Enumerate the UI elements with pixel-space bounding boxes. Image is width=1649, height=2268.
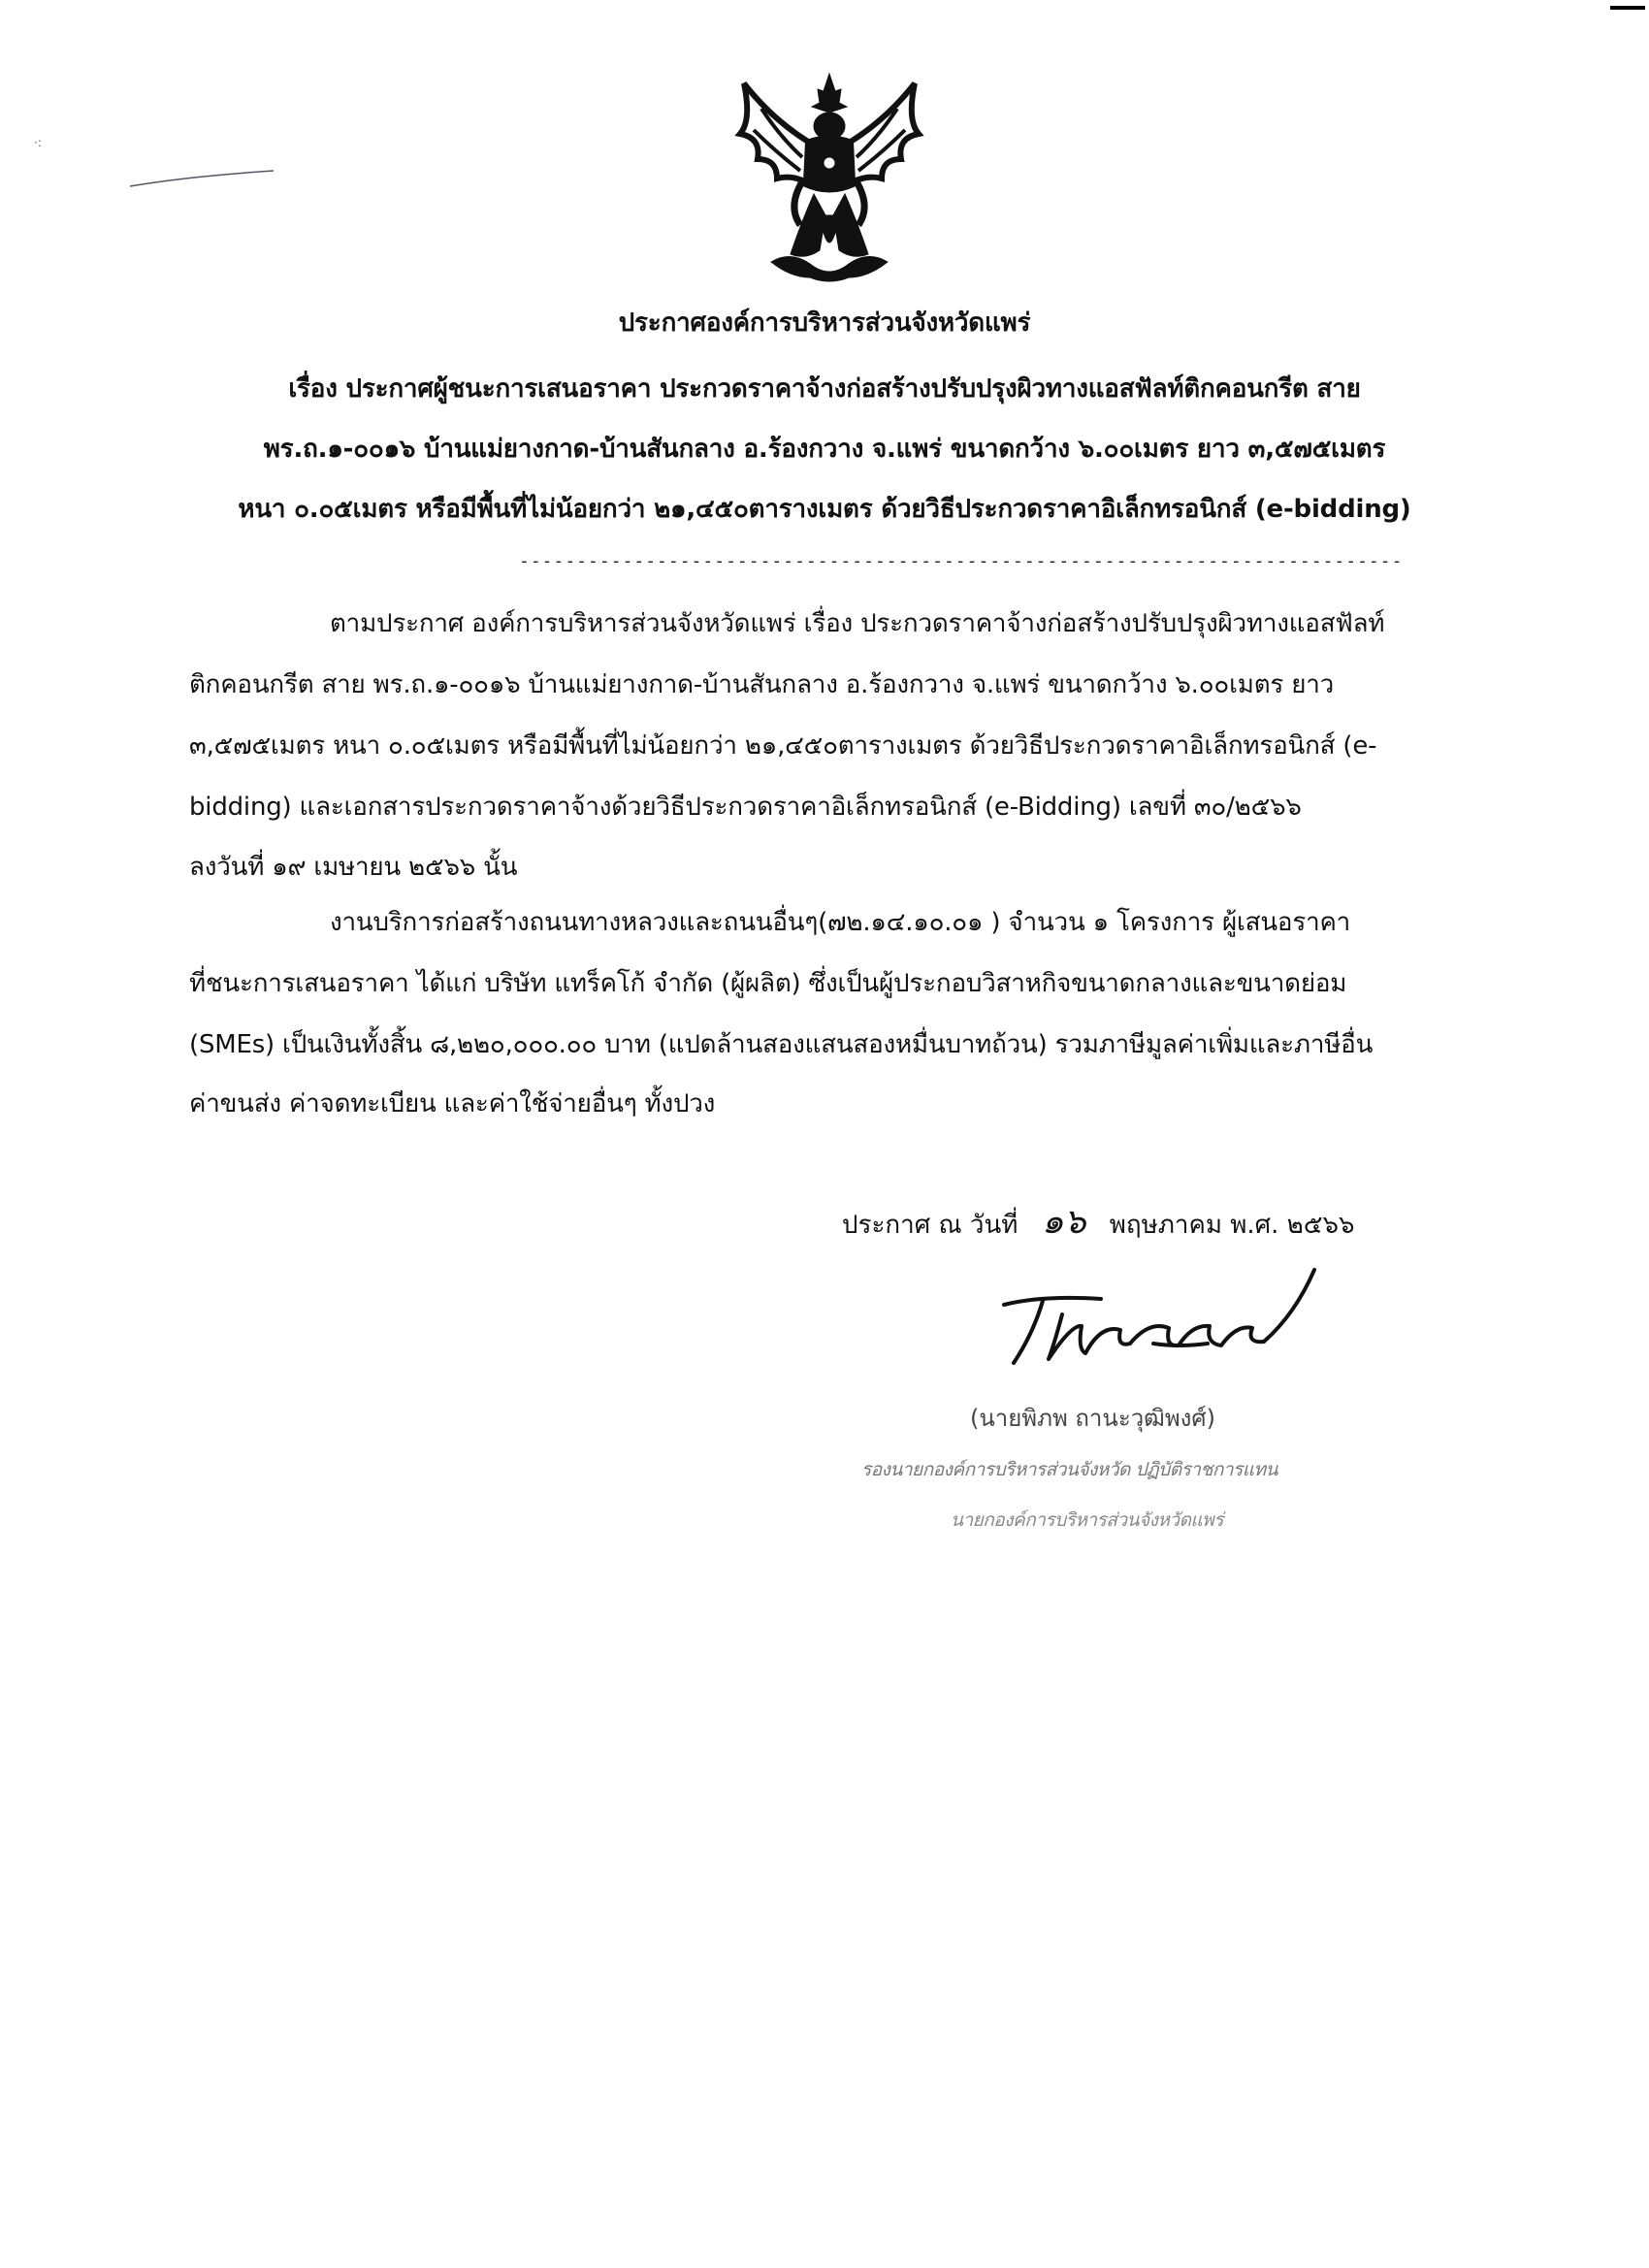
date-prefix: ประกาศ ณ วันที่ xyxy=(842,1211,1018,1240)
separator-line: ----------------------------------------------------------------------------- xyxy=(519,551,1404,571)
scan-pen-stroke xyxy=(128,165,283,194)
paragraph-1-line: ๓,๕๗๕เมตร หนา ๐.๐๕เมตร หรือมีพื้นที่ไม่น้อยกว่า ๒๑,๔๕๐ตารางเมตร ด้วยวิธีประกวดราคาอิเล็กทรอนิกส์ (e- xyxy=(189,731,1377,761)
paragraph-1-line: ลงวันที่ ๑๙ เมษายน ๒๕๖๖ นั้น xyxy=(189,853,518,882)
subject-line-1: เรื่อง ประกาศผู้ชนะการเสนอราคา ประกวดราคาจ้างก่อสร้างปรับปรุงผิวทางแอสฟัลท์ติกคอนกรีต สาย xyxy=(288,374,1361,404)
signer-position-line-1: รองนายกองค์การบริหารส่วนจังหวัด ปฏิบัติราชการแทน xyxy=(861,1459,1277,1480)
signer-position-line-2: นายกองค์การบริหารส่วนจังหวัดแพร่ xyxy=(951,1509,1223,1531)
subject-line-2: พร.ถ.๑-๐๐๑๖ บ้านแม่ยางกาด-บ้านสันกลาง อ.ร้องกวาง จ.แพร่ ขนาดกว้าง ๖.๐๐เมตร ยาว ๓,๕๗๕เมตร xyxy=(263,435,1386,464)
paragraph-1-line: ตามประกาศ องค์การบริหารส่วนจังหวัดแพร่ เรื่อง ประกวดราคาจ้างก่อสร้างปรับปรุงผิวทางแอสฟัลท์ xyxy=(330,609,1385,638)
scan-speck: ·: xyxy=(34,136,42,149)
paragraph-1-line: ติกคอนกรีต สาย พร.ถ.๑-๐๐๑๖ บ้านแม่ยางกาด-บ้านสันกลาง อ.ร้องกวาง จ.แพร่ ขนาดกว้าง ๖.๐๐เมตร ยาว xyxy=(189,670,1335,699)
announcement-title: ประกาศองค์การบริหารส่วนจังหวัดแพร่ xyxy=(618,308,1031,338)
date-day-handwritten: ๑๖ xyxy=(1041,1202,1086,1242)
subject-line-3: หนา ๐.๐๕เมตร หรือมีพื้นที่ไม่น้อยกว่า ๒๑,๔๕๐ตารางเมตร ด้วยวิธีประกวดราคาอิเล็กทรอนิกส์ (e-bidding) xyxy=(238,495,1411,524)
announcement-date xyxy=(842,1193,1355,1248)
date-month-year: พฤษภาคม พ.ศ. ๒๕๖๖ xyxy=(1109,1211,1355,1240)
paragraph-1-line: bidding) และเอกสารประกวดราคาจ้างด้วยวิธีประกวดราคาอิเล็กทรอนิกส์ (e-Bidding) เลขที่ ๓๐/๒๕๖๖ xyxy=(189,793,1302,822)
paragraph-2-line: (SMEs) เป็นเงินทั้งสิ้น ๘,๒๒๐,๐๐๐.๐๐ บาท (แปดล้านสองแสนสองหมื่นบาทถ้วน) รวมภาษีมูลค่าเพิ่มและภาษีอื่น xyxy=(189,1030,1374,1059)
signer-name: (นายพิภพ ถานะวุฒิพงศ์) xyxy=(970,1405,1215,1432)
paragraph-2-line: ที่ชนะการเสนอราคา ได้แก่ บริษัท แทร็คโก้ จำกัด (ผู้ผลิต) ซึ่งเป็นผู้ประกอบวิสาหกิจขนาดกลางและขนาดย่อม xyxy=(189,969,1347,998)
handwritten-signature xyxy=(985,1266,1324,1373)
garuda-emblem-icon xyxy=(732,70,926,285)
paragraph-2-line: ค่าขนส่ง ค่าจดทะเบียน และค่าใช้จ่ายอื่นๆ ทั้งปวง xyxy=(189,1089,716,1118)
scan-corner-mark xyxy=(1610,6,1645,10)
paragraph-2-line: งานบริการก่อสร้างถนนทางหลวงและถนนอื่นๆ(๗๒.๑๔.๑๐.๐๑ ) จำนวน ๑ โครงการ ผู้เสนอราคา xyxy=(330,908,1351,937)
